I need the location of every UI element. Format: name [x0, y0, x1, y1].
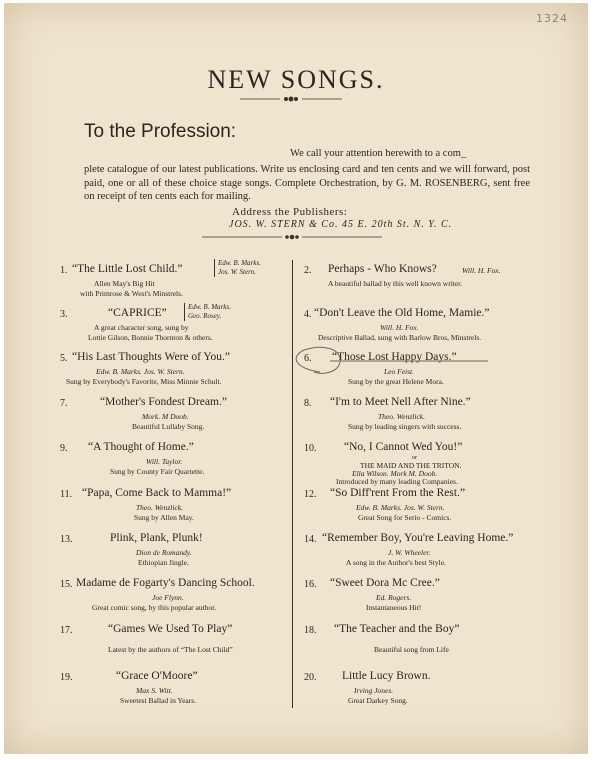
song-title: “A Thought of Home.”: [88, 441, 194, 453]
song-number: 14.: [304, 534, 317, 545]
song-subtitle: THE MAID AND THE TRITON.: [360, 461, 462, 470]
song-note: Lottie Gilson, Bonnie Thornton & others.: [88, 333, 213, 342]
sheet-music-page: [4, 3, 588, 754]
song-title: Little Lucy Brown.: [342, 670, 431, 682]
song-author: Will. H. Fox.: [380, 323, 419, 332]
song-note: Ethiopian Jingle.: [138, 558, 189, 567]
song-number: 10.: [304, 443, 317, 454]
song-note: Descriptive Ballad, sung with Barlow Bros, Minstrels.: [318, 333, 482, 342]
song-number: 3.: [60, 309, 68, 320]
song-author: Dion de Romandy.: [136, 548, 192, 557]
song-title: “Games We Used To Play”: [108, 623, 233, 635]
song-number: 16.: [304, 579, 317, 590]
song-note: Beautiful song from Life: [374, 645, 449, 654]
song-note: A beautiful ballad by this well known writer.: [328, 279, 463, 288]
song-author: Max S. Witt.: [136, 686, 173, 695]
title-ornament: [4, 95, 588, 103]
song-note: Sung by the great Helene Mora.: [348, 377, 444, 386]
song-author: Leo Feist.: [384, 367, 414, 376]
song-title: “Mother's Fondest Dream.”: [100, 396, 227, 408]
song-author: Edw. B. Marks. Jos. W. Stern.: [96, 367, 185, 376]
song-number: 5.: [60, 353, 68, 364]
song-number: 8.: [304, 398, 312, 409]
song-author: Will. Taylor.: [146, 457, 183, 466]
song-note: Sung by Allen May.: [134, 513, 194, 522]
song-note: Introduced by many leading Companies.: [336, 477, 458, 486]
song-note: Sung by Everybody's Favorite, Miss Minnie Schult.: [66, 377, 222, 386]
catalog-number: 1324: [536, 12, 568, 25]
song-title: “So Diff'rent From the Rest.”: [330, 487, 466, 499]
song-author: Theo. Wenzlick.: [378, 412, 426, 421]
song-number: 11.: [60, 489, 73, 500]
song-title: “Sweet Dora Mc Cree.”: [330, 577, 440, 589]
song-title: “Don't Leave the Old Home, Mamie.”: [314, 307, 490, 319]
song-number: 1.: [60, 265, 68, 276]
song-note: Sung by leading singers with success.: [348, 422, 462, 431]
song-number: 2.: [304, 265, 312, 276]
song-authors: Edw. B. Marks. Jos. W. Stern.: [214, 259, 261, 277]
song-note: Great comic song, by this popular author.: [92, 603, 217, 612]
song-note: Allen May's Big Hit: [94, 279, 155, 288]
song-number: 18.: [304, 625, 317, 636]
song-author: Edw. B. Marks. Jos. W. Stern.: [356, 503, 445, 512]
song-number: 17.: [60, 625, 73, 636]
song-title: “No, I Cannot Wed You!”: [344, 441, 463, 453]
song-note: Sweetest Ballad in Years.: [120, 696, 197, 705]
song-note: Great Song for Serio - Comics.: [358, 513, 452, 522]
song-number: 7.: [60, 398, 68, 409]
song-note: Latest by the authors of “The Lost Child”: [108, 645, 233, 654]
song-number: 19.: [60, 672, 73, 683]
intro-first-line: We call your attention herewith to a com_: [290, 148, 467, 159]
song-author: Ella Wilson. Mork M. Doob.: [352, 469, 438, 478]
song-author: Mork. M Doob.: [142, 412, 189, 421]
song-title: “CAPRICE”: [108, 307, 167, 319]
song-note: Sung by County Fair Quartette.: [110, 467, 205, 476]
song-note: A great character song, sung by: [94, 323, 189, 332]
song-title: Madame de Fogarty's Dancing School.: [76, 577, 255, 589]
song-author: Irving Jones.: [354, 686, 394, 695]
song-title: Plink, Plank, Plunk!: [110, 532, 203, 544]
song-number: 20.: [304, 672, 317, 683]
song-number: 6.: [304, 353, 312, 364]
song-title: “The Little Lost Child.”: [72, 263, 183, 275]
song-title: “Grace O'Moore”: [116, 670, 198, 682]
page-title: NEW SONGS.: [207, 65, 385, 94]
publisher-label: Address the Publishers:: [232, 206, 348, 218]
song-number: 13.: [60, 534, 73, 545]
song-author: Joe Flynn.: [152, 593, 184, 602]
song-number: 12.: [304, 489, 317, 500]
publisher-name: JOS. W. STERN & Co. 45 E. 20th St. N. Y. C.: [229, 219, 453, 230]
song-authors: Edw. B. Marks. Geo. Rosey.: [184, 303, 231, 321]
song-author: Theo. Wenzlick.: [136, 503, 184, 512]
song-title: “His Last Thoughts Were of You.”: [72, 351, 231, 363]
song-note: Instantaneous Hit!: [366, 603, 422, 612]
song-title: “Those Lost Happy Days.”: [332, 351, 457, 363]
divider-ornament: [4, 233, 588, 241]
song-number: 9.: [60, 443, 68, 454]
song-title: “I'm to Meet Nell After Nine.”: [330, 396, 471, 408]
song-title: Perhaps - Who Knows?: [328, 263, 437, 275]
song-note: Beautiful Lullaby Song.: [132, 422, 205, 431]
song-author: Will. H. Fox.: [462, 266, 501, 275]
song-note: with Primrose & West's Minstrels.: [80, 289, 183, 298]
song-note: A song in the Author's best Style.: [346, 558, 446, 567]
song-author: J. W. Wheeler.: [388, 548, 431, 557]
profession-heading: To the Profession:: [84, 121, 237, 142]
song-author: Ed. Rogers.: [376, 593, 412, 602]
song-number: 15.: [60, 579, 73, 590]
song-number: 4.: [304, 309, 312, 320]
column-divider: [292, 260, 293, 708]
song-or: or: [412, 455, 417, 461]
song-title: “Papa, Come Back to Mamma!”: [82, 487, 232, 499]
song-title: “The Teacher and the Boy”: [334, 623, 460, 635]
song-title: “Remember Boy, You're Leaving Home.”: [322, 532, 514, 544]
intro-paragraph: plete catalogue of our latest publications. Write us enclosing card and ten cents and we will forward, post paid, one or all of these choice stage songs. Complete Orchestration, by G. M. ROSENBERG, sent free on receipt of ten cents each for mailing.: [84, 164, 530, 202]
song-note: Great Darkey Song.: [348, 696, 408, 705]
